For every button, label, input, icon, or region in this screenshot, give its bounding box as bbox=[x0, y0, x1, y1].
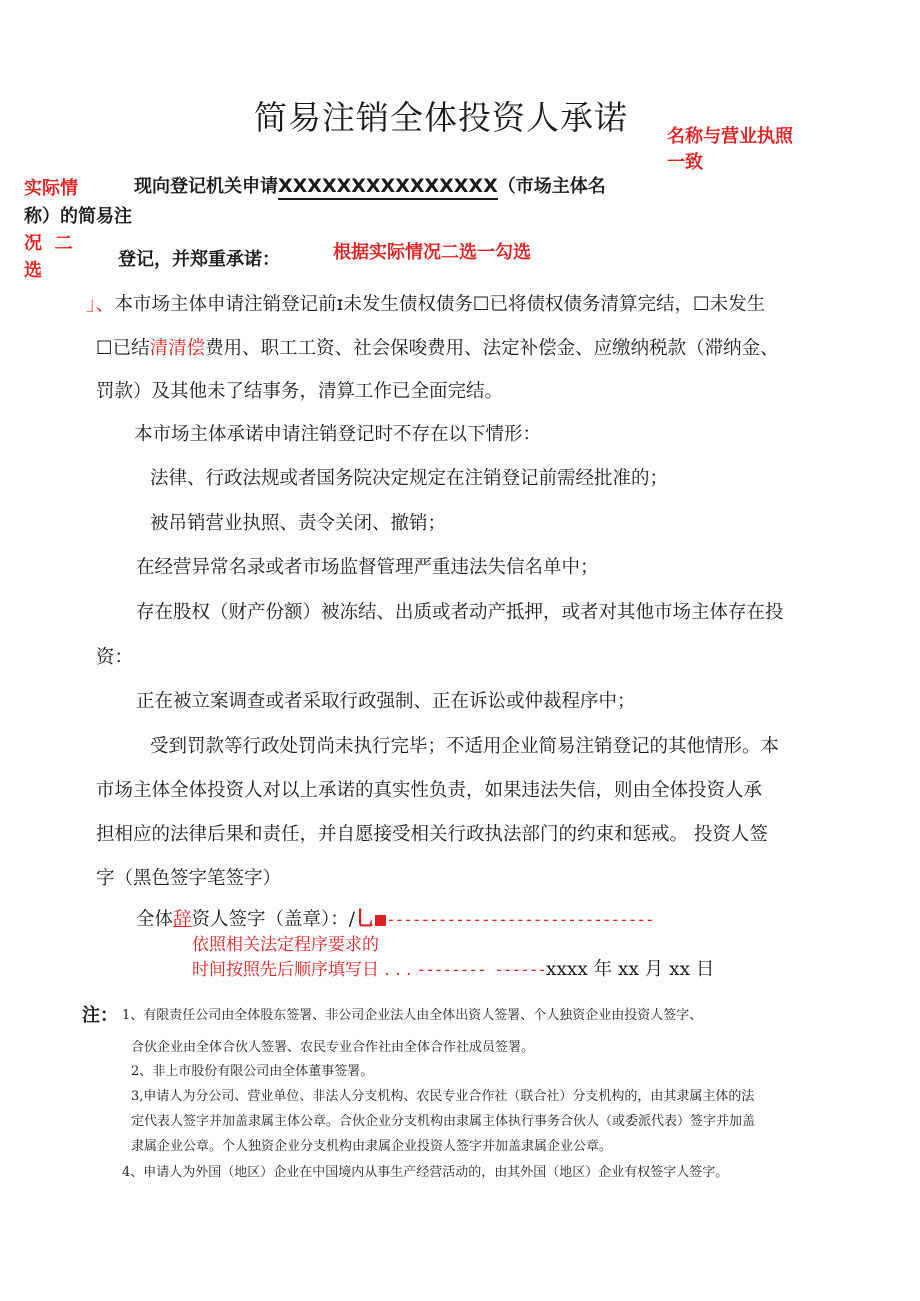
annotation-actual-2: 况 二 bbox=[24, 233, 73, 254]
signature-label-a: 全体 bbox=[136, 909, 174, 930]
note-2: 2、非上市股份有限公司由全体董事签署。 bbox=[131, 1064, 374, 1079]
signature-label-red: 辞 bbox=[173, 909, 192, 930]
intro-suffix: （市场主体名 bbox=[497, 176, 606, 197]
entity-name-placeholder[interactable]: XXXXXXXXXXXXXXX bbox=[278, 175, 498, 200]
item-1: 法律、行政法规或者国务院决定规定在注销登记前需经批准的； bbox=[150, 468, 669, 489]
red-bracket: 」、 bbox=[86, 293, 115, 315]
intro-line2: 称）的简易注 bbox=[24, 206, 132, 227]
note-3-line2: 定代表人签字并加盖隶属主体公章。合伙企业分支机构由隶属主体执行事务合伙人（或委派代表）签字并加盖 bbox=[131, 1114, 756, 1129]
checkbox-no-debt[interactable]: ɪ bbox=[336, 294, 344, 315]
signature-dashes[interactable]: ------------------------------- bbox=[386, 910, 654, 929]
item-5: 正在被立案调查或者采取行政强制、正在诉讼或仲裁程序中； bbox=[136, 691, 636, 712]
para1-text-a: 本市场主体申请注销登记前 bbox=[114, 294, 337, 315]
note-3-line1: 3,申请人为分公司、营业单位、非法人分支机构、农民专业合作社（联合社）分支机构的，由其隶属主体的法 bbox=[131, 1089, 755, 1104]
annotation-legal-order-2: 时间按照先后顺序填写日 . . . bbox=[192, 960, 412, 980]
signature-line bbox=[136, 902, 654, 931]
annotation-actual-1: 实际情 bbox=[24, 178, 78, 199]
checkbox-not-occurred[interactable]: ☐ bbox=[693, 294, 710, 315]
red-mark-l: 乚 bbox=[355, 906, 376, 930]
para1-text-c: 已将债权债务清算完结， bbox=[489, 294, 694, 315]
intro-line3: 登记，并郑重承诺： bbox=[118, 249, 280, 270]
intro-line bbox=[134, 172, 606, 198]
para1-text-f: 费用、职工工资、社会保唆费用、法定补偿金、应缴纳税款（滞纳金、 bbox=[205, 338, 779, 359]
red-square-icon bbox=[375, 915, 386, 926]
annotation-name-match-line1: 名称与营业执照 bbox=[667, 126, 793, 147]
annotation-choose-one: 根据实际情况二选一勾选 bbox=[333, 242, 531, 263]
checkbox-settled[interactable]: ☐ bbox=[96, 338, 113, 359]
signature-label-c: 资人签字（盖章）：/ bbox=[191, 909, 356, 930]
para1-line3: 罚款）及其他未了结事务，清算工作已全面完结。 bbox=[96, 381, 504, 402]
note-1-line1: 1、有限责任公司由全体股东签署、非公司企业法人由全体出资人签署、个人独资企业由投资人签字、 bbox=[122, 1008, 703, 1023]
para1-line2 bbox=[96, 334, 779, 360]
para1-text-e: 已结 bbox=[112, 338, 150, 359]
checkbox-debt-settled[interactable]: ☐ bbox=[472, 294, 490, 315]
note-4: 4、申请人为外国（地区）企业在中国境内从事生产经营活动的，由其外国（地区）企业有权签字人签字。 bbox=[122, 1165, 729, 1180]
intro-prefix: 现向登记机关申请 bbox=[134, 176, 278, 197]
annotation-name-match-line2: 一致 bbox=[667, 152, 703, 173]
item-6-line1: 受到罚款等行政处罚尚未执行完毕；不适用企业简易注销登记的其他情形。本 bbox=[150, 736, 780, 757]
item-3: 在经营异常名录或者市场监督管理严重违法失信名单中； bbox=[136, 557, 599, 578]
page-title: 简易注销全体投资人承诺 bbox=[254, 98, 628, 137]
item-2: 被吊销营业执照、责令关闭、撤销； bbox=[150, 513, 447, 534]
date-line bbox=[192, 955, 714, 981]
notes-label: 注： bbox=[82, 1005, 118, 1026]
item-4-line1: 存在股权（财产份额）被冻结、出质或者动产抵押，或者对其他市场主体存在投 bbox=[136, 602, 784, 623]
item-4-line2: 资： bbox=[96, 647, 134, 668]
items-intro: 本市场主体承诺申请注销登记时不存在以下情形： bbox=[134, 424, 542, 445]
note-3-line3: 隶属企业公章。个人独资企业分支机构由隶属企业投资人签字并加盖隶属企业公章。 bbox=[131, 1139, 613, 1154]
annotation-legal-order-1: 依照相关法定程序要求的 bbox=[192, 935, 379, 955]
date-value[interactable]: xxxx 年 xx 月 xx 日 bbox=[546, 959, 715, 980]
item-6-line4: 字（黑色签字笔签字） bbox=[96, 868, 282, 889]
annotation-actual-3: 选 bbox=[24, 260, 42, 281]
item-6-line2: 市场主体全体投资人对以上承诺的真实性负责，如果违法失信，则由全体投资人承 bbox=[96, 780, 763, 801]
para1-text-d: 未发生 bbox=[709, 294, 766, 315]
para1-text-b: 未发生债权债务 bbox=[343, 294, 473, 315]
annotation-name-match bbox=[667, 124, 793, 176]
item-6-line3: 担相应的法律后果和责任，并自愿接受相关行政执法部门的约束和惩戒。 投资人签 bbox=[96, 824, 768, 845]
red-text-settle: 清清偿 bbox=[149, 338, 206, 359]
date-dashes: -------- ------ bbox=[416, 960, 547, 979]
note-1-line2: 合伙企业由全体合伙人签署、农民专业合作社由全体合作社成员签署。 bbox=[131, 1040, 535, 1055]
para1-line1 bbox=[86, 289, 765, 316]
